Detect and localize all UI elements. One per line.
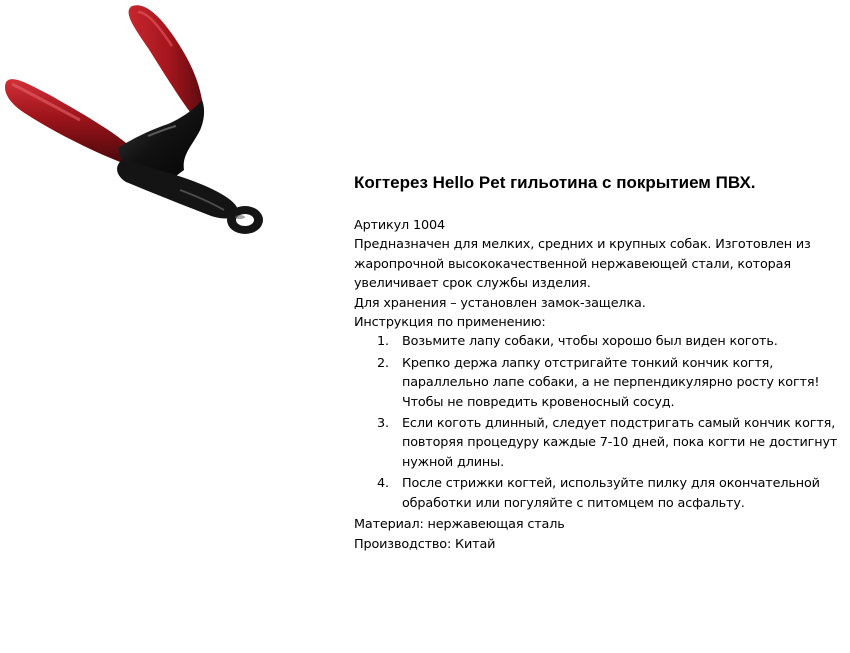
list-item — [354, 474, 840, 513]
list-item — [354, 332, 840, 351]
material-text: Материал: нержавеющая сталь — [354, 517, 565, 533]
product-description — [354, 172, 840, 554]
storage-text: Для хранения – установлен замок-защелка. — [354, 295, 646, 311]
step-number: 2. — [377, 355, 389, 371]
step-text: Возьмите лапу собаки, чтобы хорошо был виден коготь. — [402, 334, 778, 350]
product-photo — [0, 0, 265, 250]
list-item — [354, 414, 840, 472]
instruction-list — [354, 332, 840, 513]
top-handle — [129, 5, 203, 114]
list-item — [354, 354, 840, 412]
nail-clipper-icon — [0, 0, 265, 250]
step-text: После стрижки когтей, используйте пилку для окончательной обработки или погуляйте с питомцем по асфальту. — [402, 476, 820, 511]
step-text: Если коготь длинный, следует подстригать самый кончик когтя, повторяя процедуру каждые 7-10 дней, пока когти не достигнут нужной длины. — [402, 416, 838, 470]
instruction-heading: Инструкция по применению: — [354, 315, 546, 331]
article-number: Артикул 1004 — [354, 218, 445, 233]
step-text: Крепко держа лапку отстригайте тонкий кончик когтя, параллельно лапе собаки, а не перпендикулярно росту когтя! Чтобы не повредить кровеносный сосуд. — [402, 355, 820, 410]
step-number: 1. — [377, 334, 389, 350]
origin-text: Производство: Китай — [354, 536, 496, 552]
step-number: 4. — [377, 476, 389, 492]
product-title: Когтерез Hello Pet гильотина с покрытием ПВХ. — [354, 173, 756, 192]
description-text: Предназначен для мелких, средних и крупных собак. Изготовлен из жаропрочной высококачественной нержавеющей стали, которая увеличивает срок службы изделия. — [354, 237, 811, 292]
step-number: 3. — [377, 416, 389, 432]
